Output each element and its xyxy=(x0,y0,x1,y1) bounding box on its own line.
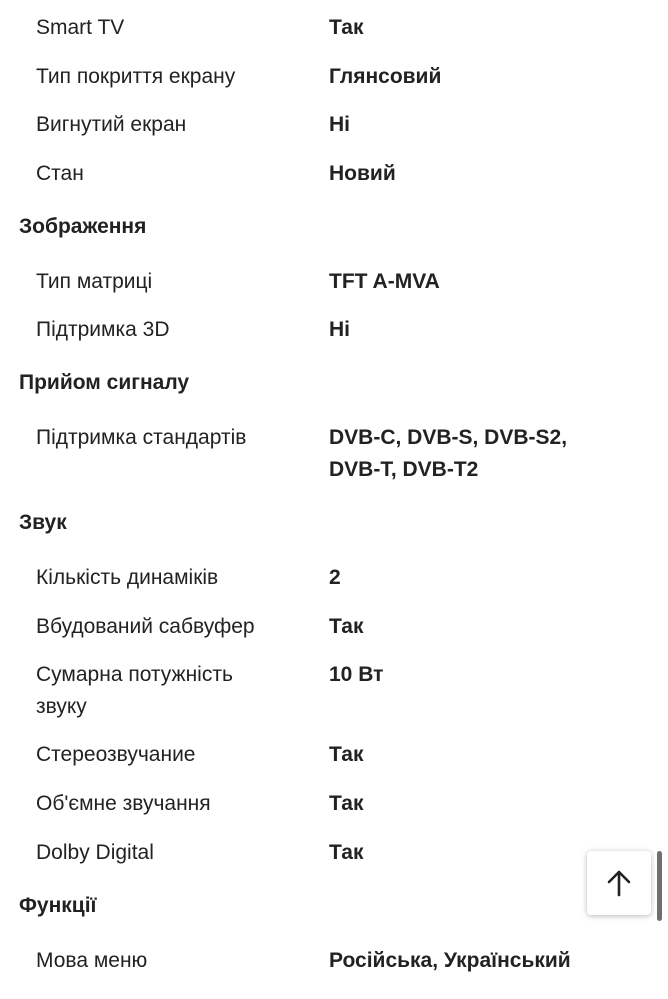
scrollbar-thumb[interactable] xyxy=(657,851,662,921)
arrow-up-icon xyxy=(604,868,634,898)
spec-label: Вигнутий екран xyxy=(36,113,187,136)
scroll-to-top-button[interactable] xyxy=(587,851,651,915)
spec-value: 10 Вт xyxy=(329,663,384,686)
spec-label: Мова меню xyxy=(36,949,148,972)
spec-value-line: DVB-C, DVB-S, DVB-S2, xyxy=(329,426,568,449)
spec-value: Новий xyxy=(329,162,396,185)
spec-value: Так xyxy=(329,841,364,864)
spec-value-line: DVB-T, DVB-T2 xyxy=(329,458,479,481)
spec-value: Так xyxy=(329,792,364,815)
spec-label: Smart TV xyxy=(36,16,125,39)
section-title-image: Зображення xyxy=(19,215,147,238)
spec-label: Кількість динаміків xyxy=(36,566,219,589)
section-title-functions: Функції xyxy=(19,894,97,917)
spec-label xyxy=(36,659,296,723)
spec-label: Стан xyxy=(36,162,84,185)
spec-value: Так xyxy=(329,16,364,39)
spec-label: Тип покриття екрану xyxy=(36,65,236,88)
spec-value: TFT A-MVA xyxy=(329,270,440,293)
spec-value: Так xyxy=(329,615,364,638)
section-title-signal: Прийом сигналу xyxy=(19,371,190,394)
spec-label: Об'ємне звучання xyxy=(36,792,211,815)
spec-value: Ні xyxy=(329,113,350,136)
spec-value: Російська, Український xyxy=(329,949,571,972)
spec-label: Вбудований сабвуфер xyxy=(36,615,255,638)
spec-label-line: Сумарна потужність xyxy=(36,663,233,686)
spec-value: Ні xyxy=(329,318,350,341)
spec-value: Глянсовий xyxy=(329,65,442,88)
spec-label: Dolby Digital xyxy=(36,841,154,864)
spec-label: Тип матриці xyxy=(36,270,153,293)
spec-label: Стереозвучание xyxy=(36,743,196,766)
spec-label: Підтримка стандартів xyxy=(36,426,247,449)
section-title-sound: Звук xyxy=(19,511,67,534)
spec-value xyxy=(329,422,629,486)
spec-label: Підтримка 3D xyxy=(36,318,170,341)
spec-value: Так xyxy=(329,743,364,766)
spec-value: 2 xyxy=(329,566,341,589)
spec-label-line: звуку xyxy=(36,695,87,718)
